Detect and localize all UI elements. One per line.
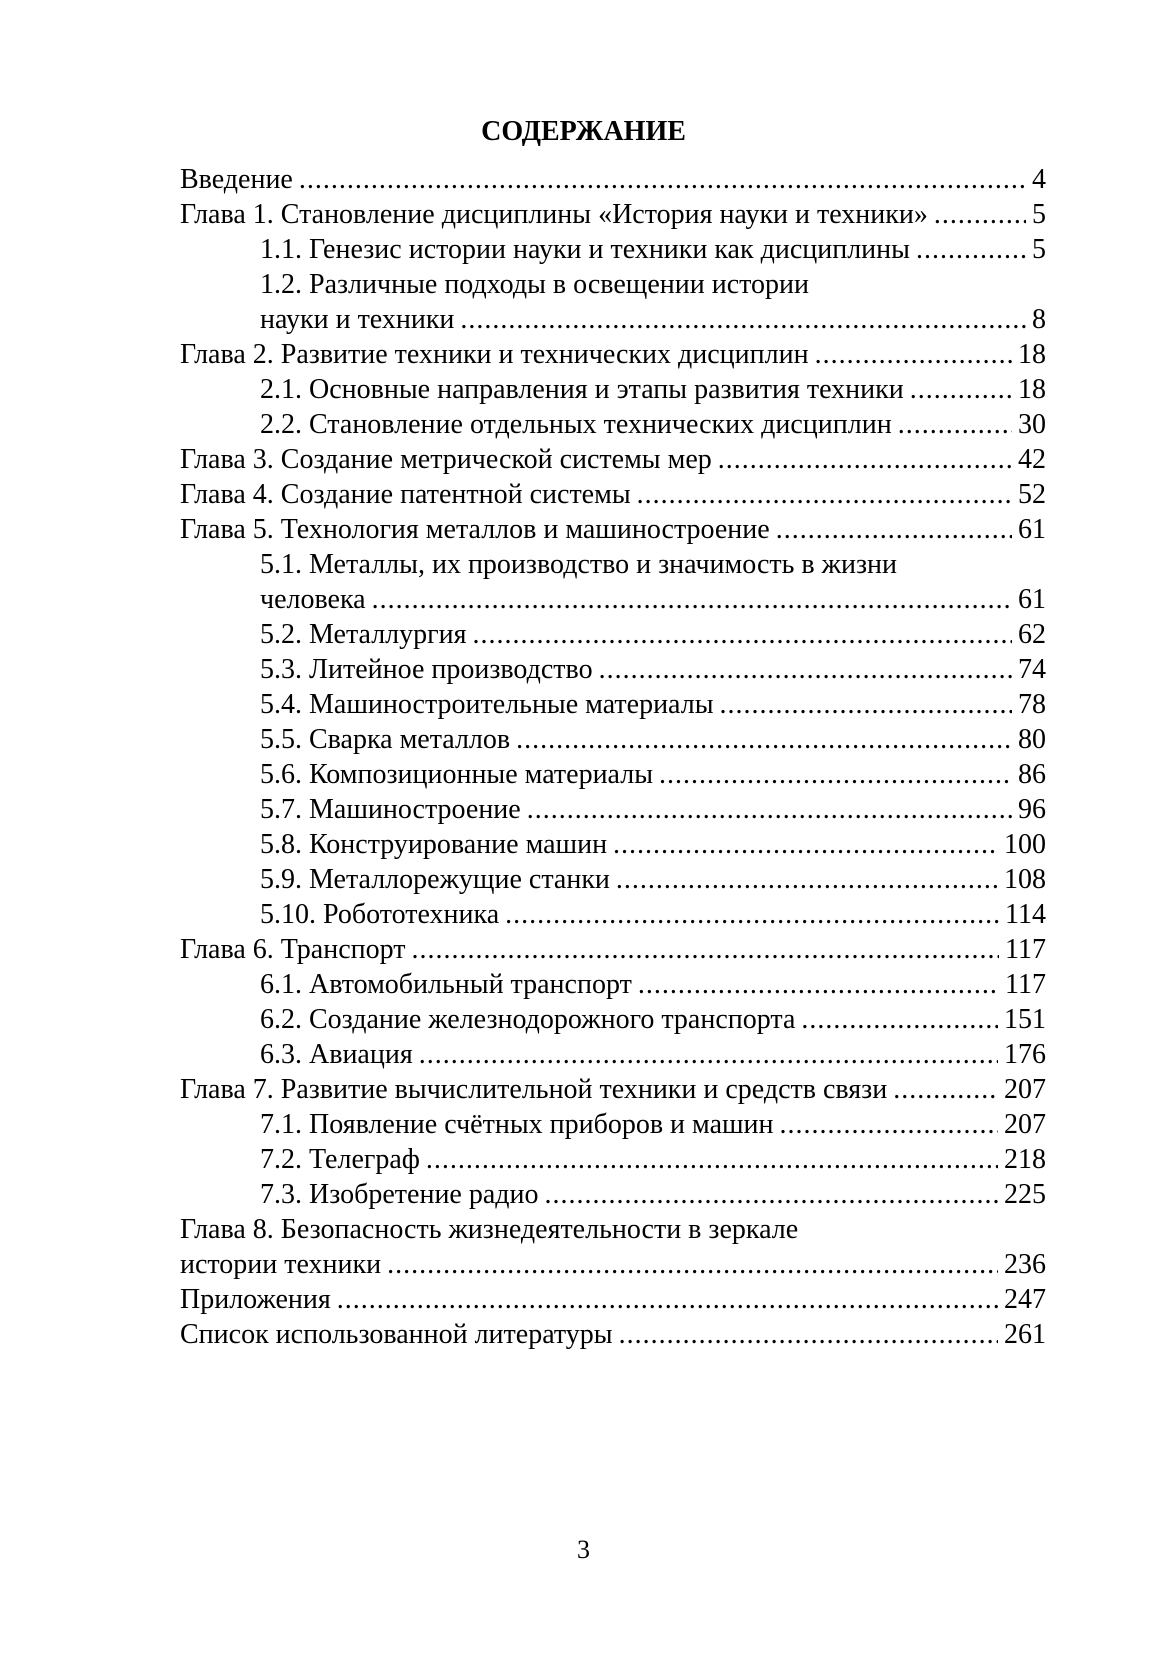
toc-entry: [180, 442, 1046, 477]
toc-entry-page: 117: [1005, 934, 1046, 965]
toc-entry: [260, 232, 1046, 267]
toc-entry-page: 52: [1018, 479, 1046, 510]
toc-entry: [260, 722, 1046, 757]
toc-entry-title: Глава 6. Транспорт: [180, 934, 406, 965]
toc-entry-page: 8: [1032, 304, 1046, 335]
toc-entry: [260, 1002, 1046, 1037]
toc-entry-title: 1.1. Генезис истории науки и техники как дисциплины: [260, 234, 910, 265]
toc-dot-leader: [412, 932, 1000, 967]
toc-entry: [180, 1317, 1046, 1352]
toc-entry-page: 207: [1004, 1109, 1046, 1140]
toc-entry-page: 18: [1018, 374, 1046, 405]
toc-entry: [260, 862, 1046, 897]
toc-entry-page: 62: [1018, 619, 1046, 650]
toc-dot-leader: [910, 372, 1012, 407]
toc-entry: [260, 617, 1046, 652]
toc-dot-leader: [419, 1037, 998, 1072]
toc-entry-title: 1.2. Различные подходы в освещении истории: [260, 269, 809, 300]
toc-entry-title: Глава 2. Развитие техники и технических дисциплин: [180, 339, 809, 370]
toc-entry-title: 5.3. Литейное производство: [260, 654, 593, 685]
toc-entry-title: 6.1. Автомобильный транспорт: [260, 969, 632, 1000]
toc-entry: [180, 1247, 1046, 1282]
toc-entry-page: 151: [1004, 1004, 1046, 1035]
toc-entry-title: Введение: [180, 164, 293, 195]
toc-entry: [260, 302, 1046, 337]
toc-entry-title: Глава 1. Становление дисциплины «История науки и техники»: [180, 199, 928, 230]
toc-entry-page: 5: [1032, 199, 1046, 230]
toc-dot-leader: [619, 1317, 998, 1352]
toc-entry-title: 5.1. Металлы, их производство и значимость в жизни: [260, 549, 897, 580]
toc-dot-leader: [616, 862, 998, 897]
toc-entry-title: 5.5. Сварка металлов: [260, 724, 511, 755]
toc-entry-title: 7.1. Появление счётных приборов и машин: [260, 1109, 774, 1140]
toc-dot-leader: [613, 827, 998, 862]
toc-dot-leader: [527, 792, 1012, 827]
toc-entry-page: 61: [1018, 584, 1046, 615]
toc-entry-page: 261: [1004, 1319, 1046, 1350]
toc-entry-page: 74: [1018, 654, 1046, 685]
toc-entry-page: 176: [1004, 1039, 1046, 1070]
toc-entry-page: 207: [1004, 1074, 1046, 1105]
toc-entry-page: 108: [1004, 864, 1046, 895]
toc-entry: [260, 582, 1046, 617]
toc-entry-title: 7.3. Изобретение радио: [260, 1179, 539, 1210]
toc-entry-title: Глава 3. Создание метрической системы мер: [180, 444, 712, 475]
toc-dot-leader: [473, 617, 1013, 652]
toc-entry: [260, 547, 1046, 582]
toc-entry: [260, 967, 1046, 1002]
toc-dot-leader: [801, 1002, 998, 1037]
toc-entry-title: 5.4. Машиностроительные материалы: [260, 689, 714, 720]
toc-entry-page: 247: [1004, 1284, 1046, 1315]
toc-entry: [260, 1107, 1046, 1142]
toc-dot-leader: [637, 477, 1012, 512]
toc-dot-leader: [599, 652, 1012, 687]
toc-dot-leader: [505, 897, 999, 932]
toc-dot-leader: [638, 967, 999, 1002]
toc-dot-leader: [460, 302, 1026, 337]
toc-entry: [260, 652, 1046, 687]
toc-entry-title: 7.2. Телеграф: [260, 1144, 420, 1175]
toc-entry-title: 5.6. Композиционные материалы: [260, 759, 654, 790]
toc-entry-page: 86: [1018, 759, 1046, 790]
toc-entry-title: 5.10. Робототехника: [260, 899, 500, 930]
toc-dot-leader: [299, 162, 1026, 197]
toc-dot-leader: [898, 407, 1012, 442]
toc-entry-page: 18: [1018, 339, 1046, 370]
toc-entry-title: 6.3. Авиация: [260, 1039, 413, 1070]
toc-entry: [260, 1142, 1046, 1177]
toc-entry: [260, 757, 1046, 792]
toc-dot-leader: [718, 442, 1012, 477]
page-number: 3: [577, 1535, 590, 1564]
toc-entry: [260, 827, 1046, 862]
toc-entry: [180, 932, 1046, 967]
toc-entry: [180, 1072, 1046, 1107]
toc-entry-page: 100: [1004, 829, 1046, 860]
toc-entry-title: Приложения: [180, 1284, 331, 1315]
toc-dot-leader: [776, 512, 1012, 547]
toc-dot-leader: [516, 722, 1012, 757]
toc-entry: [260, 1177, 1046, 1212]
toc-entry-title: 2.1. Основные направления и этапы развития техники: [260, 374, 904, 405]
toc-entry-title: Список использованной литературы: [180, 1319, 613, 1350]
toc-entry-title: науки и техники: [260, 304, 455, 335]
toc-entry-title: человека: [260, 584, 366, 615]
toc-entry-title: 5.2. Металлургия: [260, 619, 467, 650]
toc-entry-page: 5: [1032, 234, 1046, 265]
page-title: СОДЕРЖАНИЕ: [481, 116, 686, 147]
table-of-contents: [180, 162, 1046, 1352]
toc-entry: [260, 687, 1046, 722]
toc-dot-leader: [426, 1142, 998, 1177]
toc-entry-page: 236: [1004, 1249, 1046, 1280]
toc-entry: [180, 512, 1046, 547]
toc-entry-page: 117: [1005, 969, 1046, 1000]
toc-dot-leader: [659, 757, 1012, 792]
toc-dot-leader: [545, 1177, 998, 1212]
toc-entry-page: 80: [1018, 724, 1046, 755]
toc-entry: [180, 162, 1046, 197]
toc-entry: [260, 407, 1046, 442]
toc-dot-leader: [934, 197, 1026, 232]
toc-entry-title: 5.8. Конструирование машин: [260, 829, 608, 860]
toc-entry-title: 5.9. Металлорежущие станки: [260, 864, 610, 895]
toc-entry-title: 5.7. Машиностроение: [260, 794, 521, 825]
toc-entry-page: 61: [1018, 514, 1046, 545]
toc-dot-leader: [815, 337, 1012, 372]
toc-dot-leader: [720, 687, 1012, 722]
toc-dot-leader: [337, 1282, 998, 1317]
toc-entry-page: 30: [1018, 409, 1046, 440]
toc-entry: [260, 267, 1046, 302]
toc-entry: [260, 792, 1046, 827]
toc-entry-title: Глава 8. Безопасность жизнедеятельности в зеркале: [180, 1214, 799, 1245]
toc-dot-leader: [780, 1107, 998, 1142]
toc-entry-page: 78: [1018, 689, 1046, 720]
toc-entry-title: Глава 4. Создание патентной системы: [180, 479, 631, 510]
toc-entry: [260, 897, 1046, 932]
toc-entry: [180, 477, 1046, 512]
toc-entry: [180, 197, 1046, 232]
toc-dot-leader: [916, 232, 1026, 267]
toc-dot-leader: [387, 1247, 998, 1282]
toc-entry-page: 114: [1005, 899, 1046, 930]
toc-entry-page: 42: [1018, 444, 1046, 475]
toc-entry: [180, 1212, 1046, 1247]
toc-entry-title: 6.2. Создание железнодорожного транспорта: [260, 1004, 796, 1035]
toc-entry-title: Глава 7. Развитие вычислительной техники и средств связи: [180, 1074, 888, 1105]
toc-entry-title: истории техники: [180, 1249, 382, 1280]
toc-entry: [260, 1037, 1046, 1072]
toc-entry: [180, 337, 1046, 372]
toc-entry-page: 225: [1004, 1179, 1046, 1210]
toc-entry-page: 4: [1032, 164, 1046, 195]
toc-entry-title: Глава 5. Технология металлов и машиностроение: [180, 514, 770, 545]
toc-entry-page: 218: [1004, 1144, 1046, 1175]
toc-dot-leader: [893, 1072, 998, 1107]
toc-entry-page: 96: [1018, 794, 1046, 825]
toc-dot-leader: [372, 582, 1012, 617]
toc-entry-title: 2.2. Становление отдельных технических дисциплин: [260, 409, 892, 440]
toc-entry: [260, 372, 1046, 407]
toc-entry: [180, 1282, 1046, 1317]
